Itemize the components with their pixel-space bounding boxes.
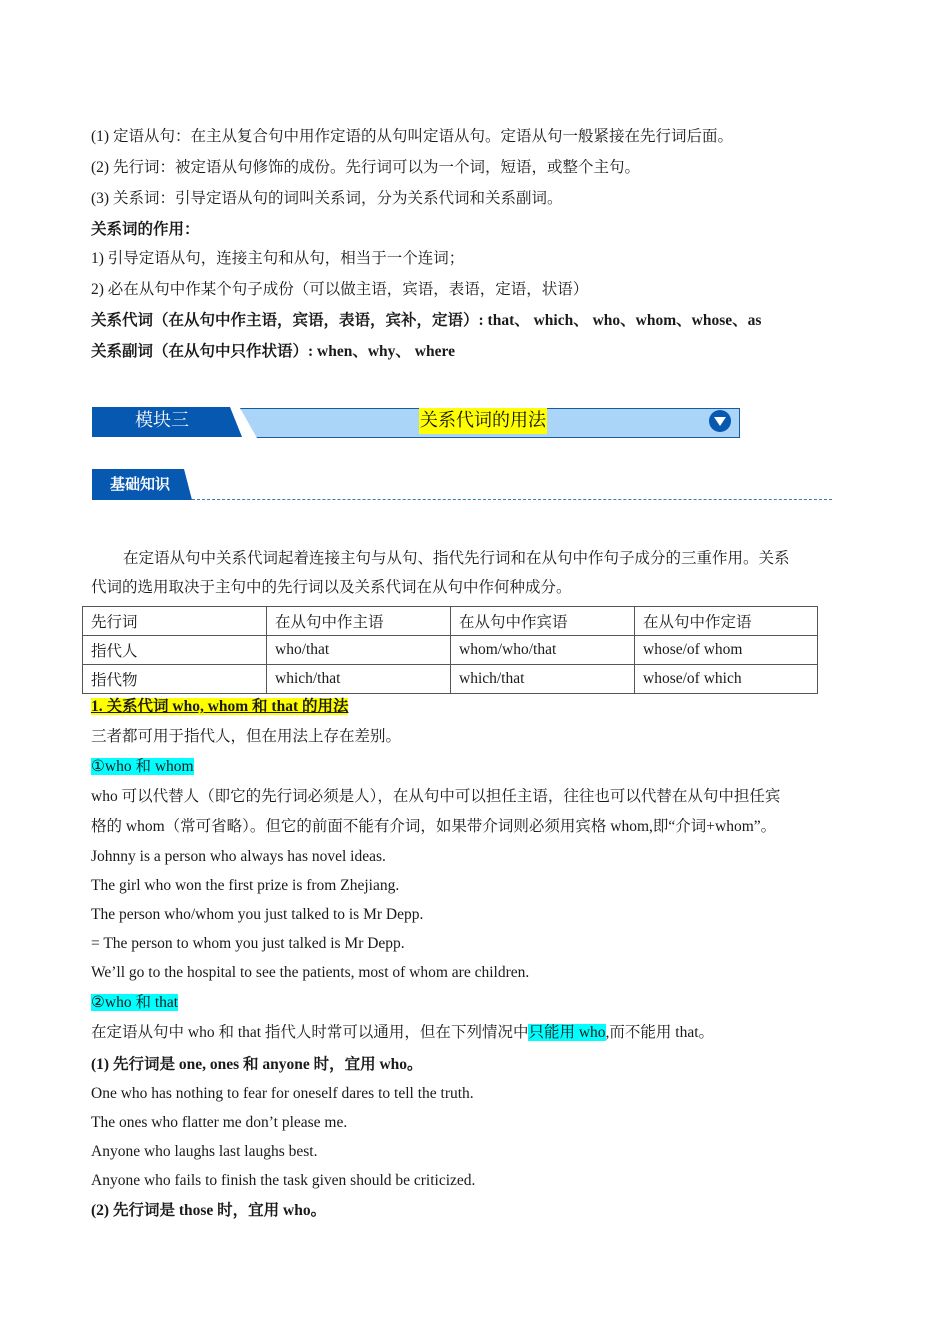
table-cell: who/that [267,636,451,665]
example-sentence: One who has nothing to fear for oneself dares to tell the truth. [91,1085,474,1102]
example-sentence: Anyone who laughs last laughs best. [91,1143,318,1160]
relative-adverbs-list: 关系副词（在从句中只作状语）: when、why、 where [91,343,455,360]
example-sentence: The girl who won the first prize is from Zhejiang. [91,877,400,894]
table-cell: 指代人 [83,636,267,665]
relative-pronoun-table [82,606,818,694]
subsection-2-title [91,993,178,1013]
table-cell: whose/of whom [635,636,818,665]
intro-line-1: 在定语从句中关系代词起着连接主句与从句、指代先行词和在从句中作句子成分的三重作用。关系 [123,550,790,567]
case-2-heading: (2) 先行词是 those 时，宜用 who。 [91,1202,327,1219]
section-1-title [91,697,348,717]
table-header: 在从句中作主语 [267,607,451,636]
table-header: 在从句中作定语 [635,607,818,636]
table-cell: whose/of which [635,665,818,694]
module-title: 关系代词的用法 [419,408,547,434]
subsection-1-body-2: 格的 whom（常可省略）。但它的前面不能有介词，如果带介词则必须用宾格 whom,即“介词+whom”。 [91,818,777,835]
example-sentence: Johnny is a person who always has novel ideas. [91,848,386,865]
table-row [83,665,818,694]
example-sentence: We’ll go to the hospital to see the patients, most of whom are children. [91,964,530,981]
intro-line-2: 代词的选用取决于主句中的先行词以及关系代词在从句中作何种成分。 [91,579,572,596]
table-cell: whom/who/that [451,636,635,665]
function-1: 1) 引导定语从句，连接主句和从句，相当于一个连词； [91,250,465,267]
example-sentence: The person who/whom you just talked to is Mr Depp. [91,906,424,923]
table-row [83,636,818,665]
subsection-1-title [91,757,194,777]
case-1-heading: (1) 先行词是 one, ones 和 anyone 时，宜用 who。 [91,1056,423,1073]
table-cell: which/that [451,665,635,694]
subsection-1-title-text: ①who 和 whom [91,758,194,775]
definition-2: (2) 先行词：被定语从句修饰的成份。先行词可以为一个词，短语，或整个主句。 [91,159,640,176]
definition-3: (3) 关系词：引导定语从句的词叫关系词，分为关系代词和关系副词。 [91,190,563,207]
table-header: 先行词 [83,607,267,636]
section-tag-label: 基础知识 [109,475,170,493]
subsection-2-body-pre: 在定语从句中 who 和 that 指代人时常可以通用，但在下列情况中 [91,1024,529,1041]
function-2: 2) 必在从句中作某个句子成份（可以做主语，宾语，表语，定语，状语） [91,281,589,298]
relative-pronouns-list: 关系代词（在从句中作主语，宾语，表语，宾补，定语）: that、 which、 who、whom、whose、as [91,312,762,329]
definition-1: (1) 定语从句：在主从复合句中用作定语的从句叫定语从句。定语从句一般紧接在先行词后面。 [91,128,733,145]
subsection-1-body-1: who 可以代替人（即它的先行词必须是人），在从句中可以担任主语，往往也可以代替在从句中担任宾 [91,788,781,805]
example-sentence: The ones who flatter me don’t please me. [91,1114,348,1131]
table-header: 在从句中作宾语 [451,607,635,636]
example-sentence: Anyone who fails to finish the task given should be criticized. [91,1172,476,1189]
subsection-2-body [91,1023,714,1043]
subsection-2-body-highlight: 只能用 who [528,1024,606,1041]
function-heading: 关系词的作用： [91,221,200,238]
subsection-2-title-text: ②who 和 that [91,994,179,1011]
table-header-row [83,607,818,636]
subsection-2-body-post: ,而不能用 that。 [605,1024,715,1041]
module-banner [92,407,740,439]
table-cell: which/that [267,665,451,694]
module-label: 模块三 [135,410,189,431]
section-1-title-text: 1. 关系代词 who, whom 和 that 的用法 [91,698,349,715]
table-cell: 指代物 [83,665,267,694]
triangle-down-circle-icon[interactable] [709,410,731,432]
section-1-intro: 三者都可用于指代人，但在用法上存在差别。 [91,728,402,745]
example-sentence: = The person to whom you just talked is Mr Depp. [91,935,405,952]
dashed-divider [192,499,832,500]
